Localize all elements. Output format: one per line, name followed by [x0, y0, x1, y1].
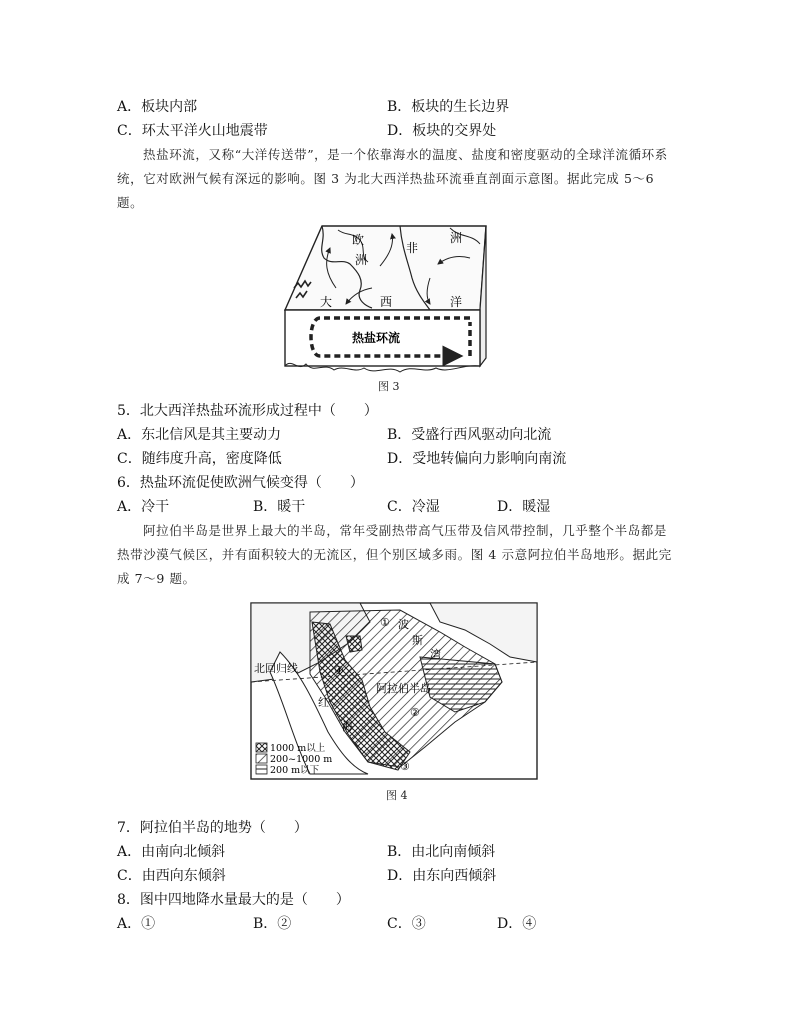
q7-option-b: B．由北向南倾斜 — [387, 844, 496, 860]
q4-option-b: B．板块的生长边界 — [387, 99, 510, 115]
fig4-label-bo: 波 — [398, 618, 409, 631]
q7-option-a: A．由南向北倾斜 — [117, 844, 226, 860]
fig3-label-africa-1: 非 — [406, 241, 419, 255]
passage-arabia — [117, 519, 677, 591]
q8-option-c: C．③ — [387, 916, 426, 932]
fig4-label-wan: 湾 — [430, 648, 441, 661]
fig4-legend-high: 1000 m以上 — [270, 743, 326, 754]
q4-option-d: D．板块的交界处 — [387, 123, 497, 139]
passage-thermohaline — [117, 143, 677, 215]
q5-stem: 5．北大西洋热盐环流形成过程中（ ） — [117, 403, 378, 419]
passage-arabia-text: 阿拉伯半岛是世界上最大的半岛，常年受副热带高气压带及信风带控制，几乎整个半岛都是热带沙漠气候区，并有面积较大的无流区，但个别区域多雨。图 4 示意阿拉伯半岛地形。据此完成 7～9 题。 — [117, 523, 672, 586]
q6-option-a: A．冷干 — [117, 499, 170, 515]
q7-stem: 7．阿拉伯半岛的地势（ ） — [117, 820, 308, 836]
fig4-legend-low: 200 m以下 — [270, 765, 320, 776]
q7-option-c: C．由西向东倾斜 — [117, 868, 226, 884]
q8-option-d: D．④ — [497, 916, 537, 932]
q6-option-d: D．暖湿 — [497, 499, 551, 515]
q6-stem: 6．热盐环流促使欧洲气候变得（ ） — [117, 475, 364, 491]
q8-option-b: B．② — [253, 916, 292, 932]
q5-option-c: C．随纬度升高，密度降低 — [117, 451, 282, 467]
figure-3-diagram — [280, 218, 492, 378]
fig4-legend-mid: 200~1000 m — [270, 754, 333, 765]
fig4-label-p3: ③ — [400, 760, 410, 773]
q6-option-b: B．暖干 — [253, 499, 306, 515]
q4-option-a: A．板块内部 — [117, 99, 198, 115]
q7-option-d: D．由东向西倾斜 — [387, 868, 497, 884]
q6-option-c: C．冷湿 — [387, 499, 440, 515]
fig4-label-hai: 海 — [342, 720, 353, 733]
fig3-label-africa-2: 洲 — [450, 231, 463, 245]
figure-4-map — [250, 602, 540, 782]
q5-option-a: A．东北信风是其主要动力 — [117, 427, 282, 443]
q8-option-a: A．① — [117, 916, 156, 932]
fig3-label-da: 大 — [320, 295, 333, 309]
fig4-label-p1: ① — [380, 616, 390, 629]
q8-stem: 8．图中四地降水量最大的是（ ） — [117, 892, 350, 908]
fig4-label-peninsula: 阿拉伯半岛 — [376, 682, 431, 695]
q5-option-b: B．受盛行西风驱动向北流 — [387, 427, 552, 443]
fig4-label-tropic: 北回归线 — [254, 662, 298, 675]
fig4-label-si: 斯 — [412, 634, 423, 647]
fig3-label-thermohaline: 热盐环流 — [352, 331, 401, 345]
fig3-label-xi: 西 — [380, 295, 393, 309]
fig3-label-europe-1: 欧 — [352, 233, 365, 247]
q5-option-d: D．受地转偏向力影响向南流 — [387, 451, 567, 467]
fig4-label-hong: 红 — [318, 696, 329, 709]
figure-4-caption: 图 4 — [386, 789, 408, 802]
fig3-label-europe-2: 洲 — [355, 253, 368, 267]
figure-3-caption: 图 3 — [378, 380, 400, 393]
fig4-label-p2: ② — [410, 706, 420, 719]
fig4-label-p4: ④ — [334, 664, 344, 677]
fig3-label-yang: 洋 — [450, 295, 463, 309]
q4-option-c: C．环太平洋火山地震带 — [117, 123, 268, 139]
passage-thermohaline-text: 热盐环流，又称“大洋传送带”，是一个依靠海水的温度、盐度和密度驱动的全球洋流循环系统，它对欧洲气候有深远的影响。图 3 为北大西洋热盐环流垂直剖面示意图。据此完成 5～6 题。 — [117, 147, 668, 210]
